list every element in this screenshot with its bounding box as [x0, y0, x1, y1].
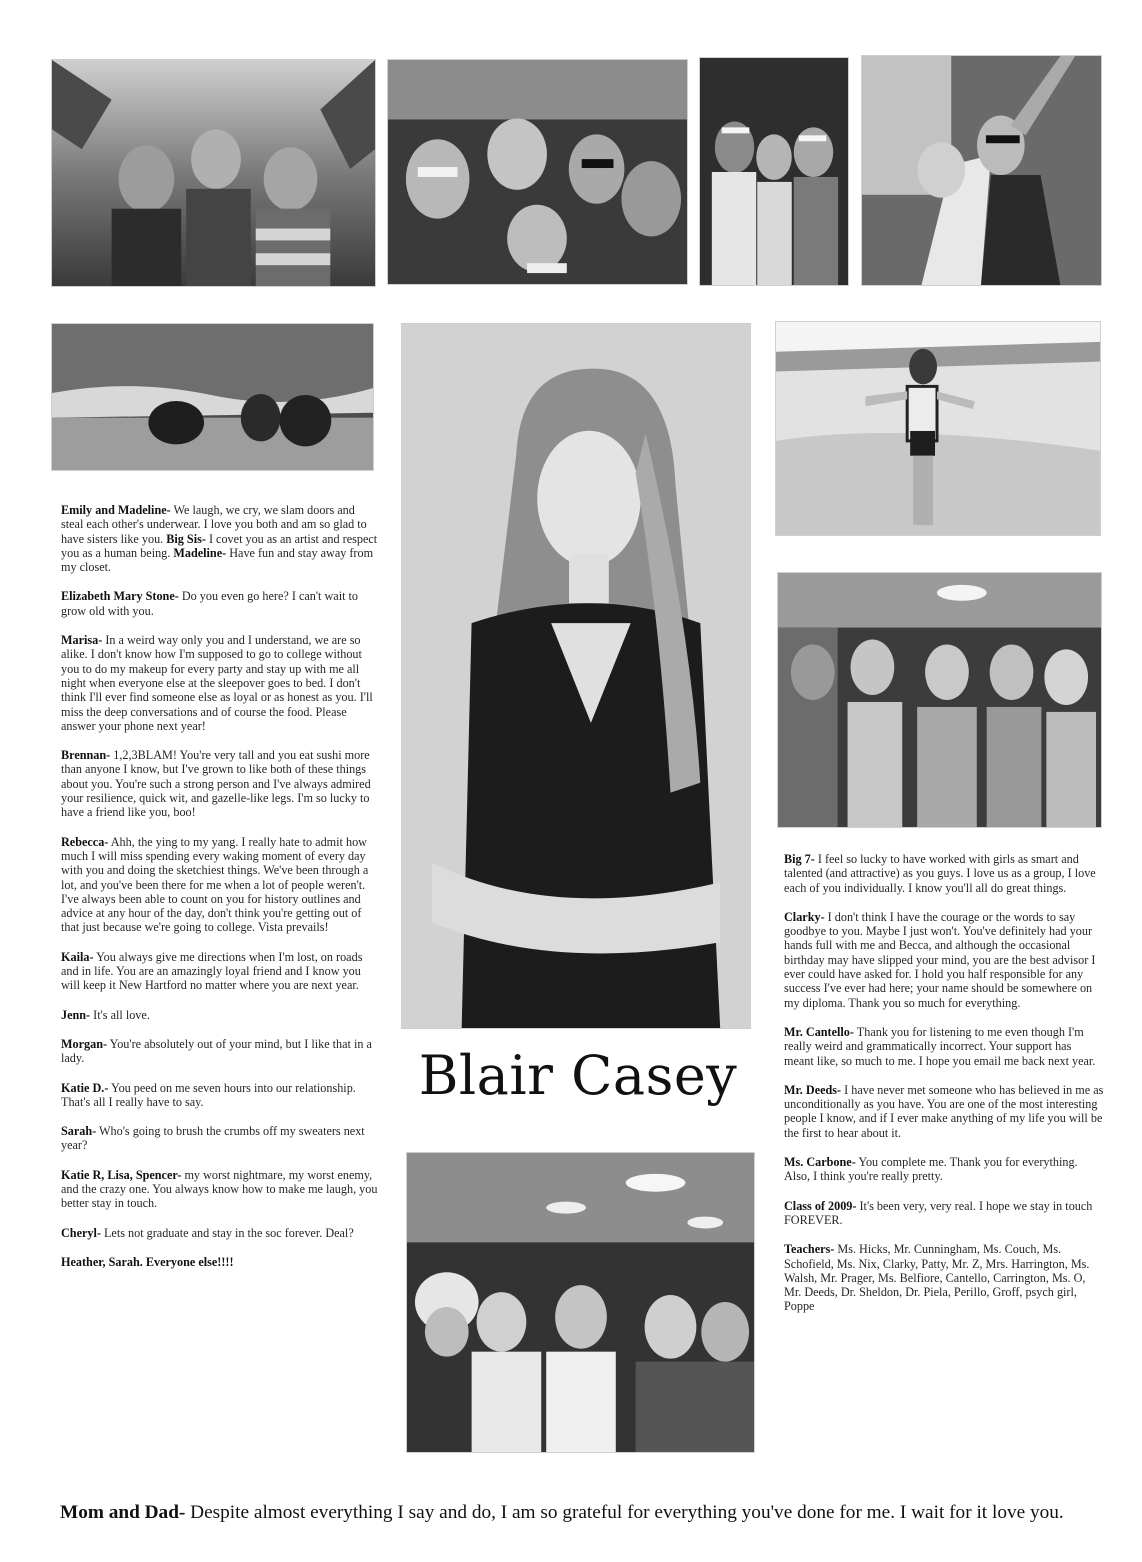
person-name: Blair Casey — [418, 1044, 738, 1107]
message-everyone-else: Heather, Sarah. Everyone else!!!! — [61, 1254, 234, 1269]
senior-portrait — [401, 323, 751, 1029]
message-marisa: Marisa- In a weird way only you and I understand, we are so alike. I don't know how I'm supposed to go to college without you to do my makeup for every party and stay up with me all night when everyone else at the sleepover goes to bed. I don't think I'll ever find someone else as loyal or as honest as you. I'll miss the deep conversations and of course the food. Please answer your phone next year! — [61, 633, 373, 733]
photo-three-girls-sunglasses — [699, 57, 849, 286]
message-rebecca: Rebecca- Ahh, the ying to my yang. I really hate to admit how much I will miss spending every waking moment of every day with you and doing the sketchiest things. We've been through a lot, and you've been there for me when a lot of people weren't. I've always been able to count on you for history outlines and advice at any hour of the day, don't think you're getting out of that just because we're going to college. Vista prevails! — [61, 834, 369, 935]
message-class-of-2009: Class of 2009- It's been very, very real. I hope we stay in touch FOREVER. — [784, 1198, 1093, 1227]
message-emily-madeline: Emily and Madeline- We laugh, we cry, we slam doors and steal each other's underwear. I love you both and am so glad to have sisters like you. Big Sis- I covet you as an artist and respect you as a human being. Madeline- Have fun and stay away from my closet. — [61, 503, 378, 575]
right-messages-column — [784, 852, 1104, 1329]
message-clarky: Clarky- I don't think I have the courage or the words to say goodbye to you. Maybe I just won't. You've definitely had your hands full with me and Becca, and although the occasional birthday may have slipped your mind, you are the best advisor I ever could have asked for. I hold you half responsible for any success I've ever had here; your name should be somewhere on my diploma. Thank you so much for everything. — [784, 909, 1096, 1010]
message-teachers: Teachers- Ms. Hicks, Mr. Cunningham, Ms. Couch, Ms. Schofield, Ms. Nix, Clarky, Patty, Mr. Z, Mrs. Harrington, Ms. Walsh, Mr. Prager, Ms. Belfiore, Cantello, Carrington, Ms. O, Mr. Deeds, Dr. Sheldon, Dr. Piela, Perillo, Groff, psych girl, Poppe — [784, 1242, 1090, 1314]
left-messages-column — [61, 503, 379, 1284]
message-kaila: Kaila- You always give me directions when I'm lost, on roads and in life. You are an amazingly loyal friend and I know you will keep it New Hartford no matter where you are next year. — [61, 949, 363, 993]
message-morgan: Morgan- You're absolutely out of your mind, but I like that in a lady. — [61, 1036, 372, 1066]
message-katie-d: Katie D.- You peed on me seven hours into our relationship. That's all I really have to say. — [61, 1080, 356, 1109]
photo-friends-trees — [51, 59, 376, 287]
message-cheryl: Cheryl- Lets not graduate and stay in the soc forever. Deal? — [61, 1225, 354, 1240]
footer-message-mom-dad: Mom and Dad- Despite almost everything I say and do, I am so grateful for everything you've done for me. I wait for it love you. — [60, 1502, 1064, 1523]
photo-friends-celebrating — [406, 1152, 755, 1453]
photo-two-girls-cheering — [861, 55, 1102, 286]
message-mr-cantello: Mr. Cantello- Thank you for listening to me even though I'm really weird and grammatically incorrect. Your support has meant like, so much to me. I hope you email me back next year. — [784, 1024, 1096, 1068]
message-katie-r-lisa-spencer: Katie R, Lisa, Spencer- my worst nightmare, my worst enemy, and the crazy one. You always know how to make me laugh, you better stay in touch. — [61, 1167, 378, 1211]
message-elizabeth: Elizabeth Mary Stone- Do you even go here? I can't wait to grow old with you. — [61, 589, 359, 618]
message-ms-carbone: Ms. Carbone- You complete me. Thank you for everything. Also, I think you're really pretty. — [784, 1155, 1078, 1184]
message-mr-deeds: Mr. Deeds- I have never met someone who has believed in me as unconditionally as you have. You are one of the most interesting people I know, and if I ever make anything of my life you will be the first to hear about it. — [784, 1082, 1104, 1140]
message-sarah: Sarah- Who's going to brush the crumbs off my sweaters next year? — [61, 1124, 365, 1153]
message-big-7: Big 7- I feel so lucky to have worked with girls as smart and talented (and attractive) as you guys. I love us as a group, I love each of you individually. I know you'll all do great things. — [784, 852, 1096, 895]
message-brennan: Brennan- 1,2,3BLAM! You're very tall and you eat sushi more than anyone I know, but I've grown to like both of these things about you. You're such a strong person and I've always admired your resilience, quick wit, and gazelle-like legs. I'm so lucky to have a friend like you, boo! — [61, 748, 371, 820]
photo-girl-beach-waves — [775, 321, 1101, 536]
photo-crowd-sunglasses — [387, 59, 688, 285]
photo-five-friends-hallway — [777, 572, 1102, 828]
photo-sandcastle-shoreline — [51, 323, 374, 471]
message-jenn: Jenn- It's all love. — [61, 1007, 150, 1022]
